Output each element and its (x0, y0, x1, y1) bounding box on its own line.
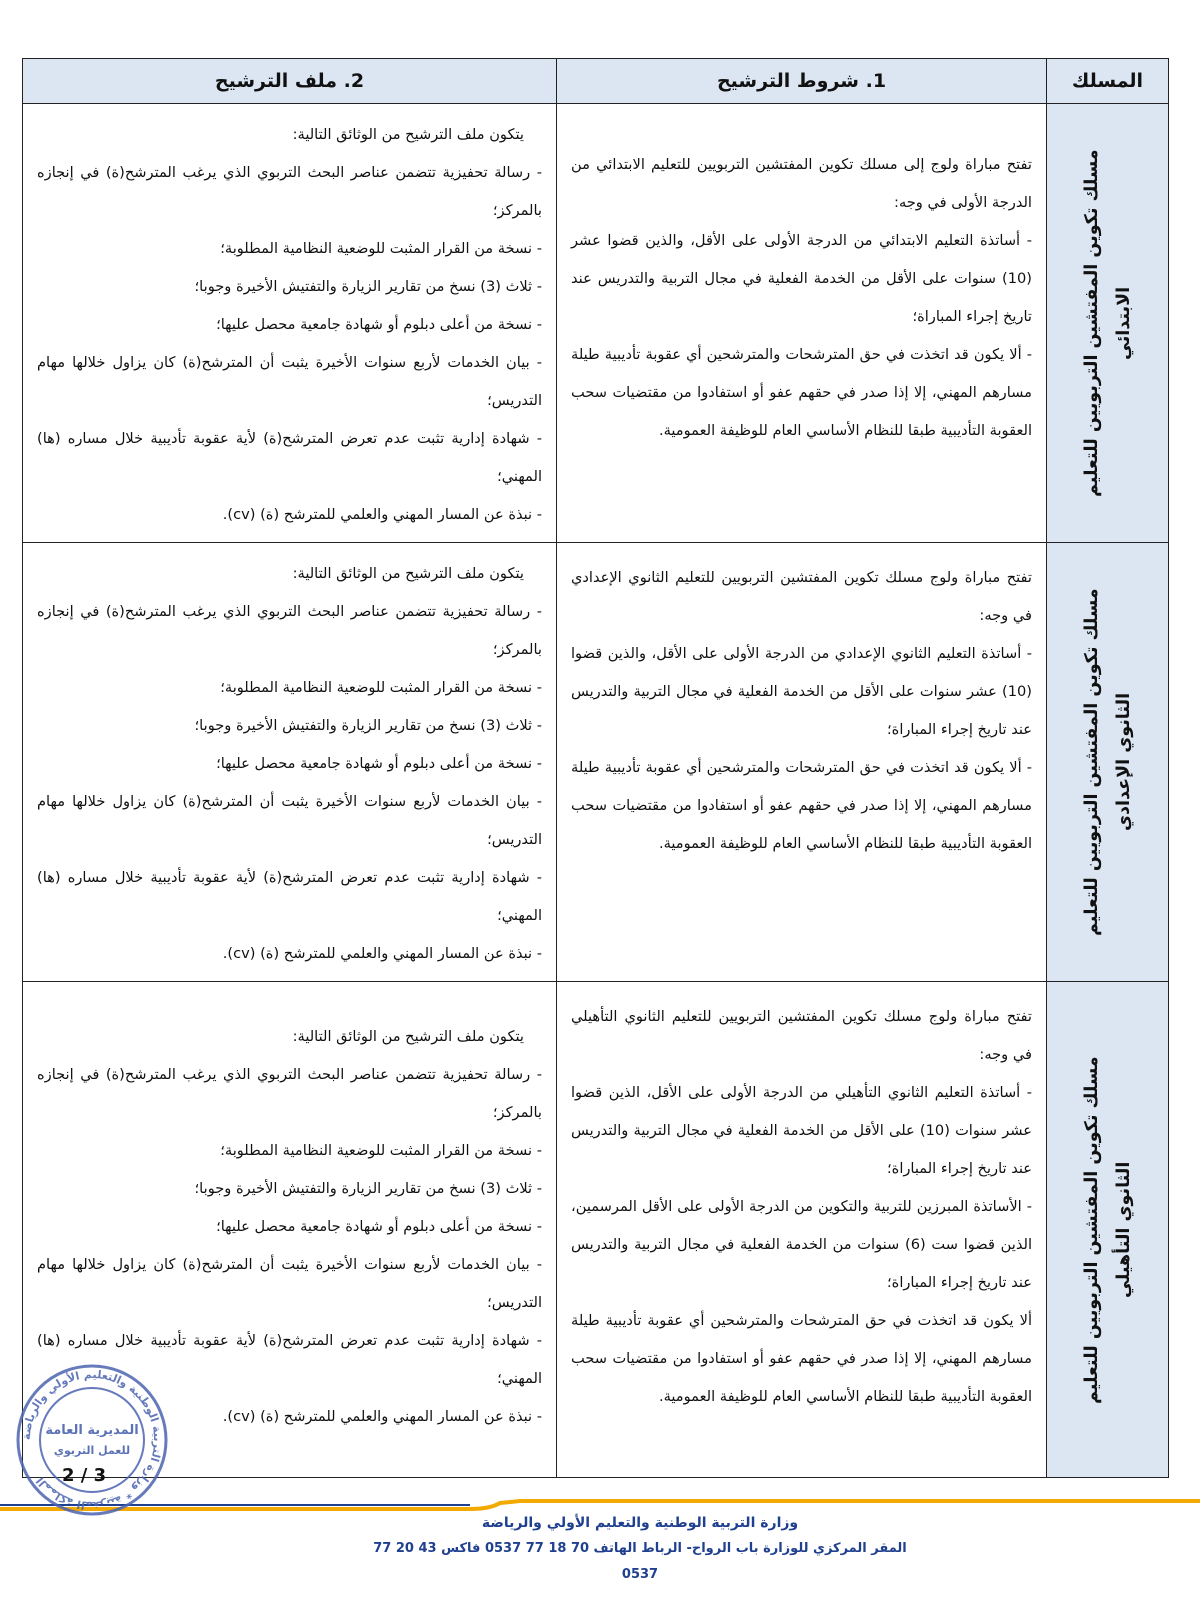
conditions-intro: تفتح مباراة ولوج مسلك تكوين المفتشين التربويين للتعليم الثانوي الإعدادي في وجه: (571, 569, 1032, 624)
header-conditions: 1. شروط الترشيح (557, 59, 1047, 104)
track-label: مسلك تكوين المفتشين التربويين للتعليم الثانوي التأهيلي (1081, 1055, 1134, 1404)
page-number: 2 / 3 (62, 1465, 107, 1486)
candidacy-table (22, 58, 1169, 1478)
condition-item: - أساتذة التعليم الثانوي الإعدادي من الدرجة الأولى على الأقل، والذين قضوا (10) عشر سنوات على الأقل من الخدمة الفعلية في مجال التربية والتدريس عند تاريخ إجراء المباراة؛ (571, 645, 1032, 738)
table-row (23, 543, 1169, 982)
file-item: - ثلاث (3) نسخ من تقارير الزيارة والتفتيش الأخيرة وجوبا؛ (194, 278, 542, 295)
file-item: - بيان الخدمات لأربع سنوات الأخيرة يثبت أن المترشح(ة) كان يزاول خلالها مهام التدريس؛ (37, 793, 542, 848)
file-item: - شهادة إدارية تثبت عدم تعرض المترشح(ة) لأية عقوبة تأديبية خلال مساره (ها) المهني؛ (37, 430, 542, 485)
file-item: - نبذة عن المسار المهني والعلمي للمترشح (ة) (cv). (222, 945, 542, 962)
track-label: مسلك تكوين المفتشين التربويين للتعليم الابتدائي (1081, 149, 1134, 497)
header-file: 2. ملف الترشيح (23, 59, 557, 104)
file-item: - ثلاث (3) نسخ من تقارير الزيارة والتفتيش الأخيرة وجوبا؛ (194, 717, 542, 734)
file-cell (23, 543, 557, 982)
file-cell (23, 104, 557, 543)
footer-address: المقر المركزي للوزارة باب الرواح- الرباط الهاتف 70 18 77 0537 فاكس 43 20 77 0537 (373, 1541, 907, 1582)
stamp-outer-text: المملكة المغربية * وزارة التربية الوطنية والتعليم الأولي والرياضة (19, 1367, 165, 1513)
track-label: مسلك تكوين المفتشين التربويين للتعليم الثانوي الإعدادي (1081, 588, 1134, 936)
file-item: - شهادة إدارية تثبت عدم تعرض المترشح(ة) لأية عقوبة تأديبية خلال مساره (ها) المهني؛ (37, 1332, 542, 1387)
file-item: - شهادة إدارية تثبت عدم تعرض المترشح(ة) لأية عقوبة تأديبية خلال مساره (ها) المهني؛ (37, 869, 542, 924)
condition-item: - الأساتذة المبرزين للتربية والتكوين من الدرجة الأولى على الأقل المرسمين، الذين قضوا ست (6) سنوات من الخدمة الفعلية في مجال التربية والتدريس عند تاريخ إجراء المباراة؛ (571, 1198, 1033, 1291)
footer (360, 1510, 920, 1588)
file-item: - رسالة تحفيزية تتضمن عناصر البحث التربوي الذي يرغب المترشح(ة) في إنجازه بالمركز؛ (37, 603, 542, 658)
condition-item: ألا يكون قد اتخذت في حق المترشحات والمترشحين أي عقوبة تأديبية طيلة مسارهم المهني، إلا إذا صدر في حقهم عفو أو استفادوا من مقتضيات سحب العقوبة التأديبية طبقا للنظام الأساسي العام للوظيفة العمومية. (571, 1312, 1032, 1405)
conditions-cell (557, 543, 1047, 982)
conditions-cell (557, 104, 1047, 543)
file-item: - رسالة تحفيزية تتضمن عناصر البحث التربوي الذي يرغب المترشح(ة) في إنجازه بالمركز؛ (37, 1066, 542, 1121)
table-row (23, 104, 1169, 543)
stamp-inner-line2: للعمل التربوي (53, 1444, 131, 1457)
track-cell (1047, 543, 1169, 982)
official-stamp (14, 1362, 170, 1518)
file-item: - بيان الخدمات لأربع سنوات الأخيرة يثبت أن المترشح(ة) كان يزاول خلالها مهام التدريس؛ (37, 1256, 542, 1311)
conditions-cell (557, 982, 1047, 1478)
track-cell (1047, 104, 1169, 543)
condition-item: - ألا يكون قد اتخذت في حق المترشحات والمترشحين أي عقوبة تأديبية طيلة مسارهم المهني، إلا إذا صدر في حقهم عفو أو استفادوا من مقتضيات سحب العقوبة التأديبية طبقا للنظام الأساسي العام للوظيفة العمومية. (571, 759, 1032, 852)
file-item: - نبذة عن المسار المهني والعلمي للمترشح (ة) (cv). (222, 506, 542, 523)
header-track: المسلك (1047, 59, 1169, 104)
file-item: - نسخة من أعلى دبلوم أو شهادة جامعية محصل عليها؛ (216, 316, 542, 333)
file-item: - نسخة من القرار المثبت للوضعية النظامية المطلوبة؛ (220, 1142, 542, 1159)
track-cell (1047, 982, 1169, 1478)
file-intro: يتكون ملف الترشيح من الوثائق التالية: (292, 1028, 524, 1045)
table-row (23, 982, 1169, 1478)
condition-item: - أساتذة التعليم الثانوي التأهيلي من الدرجة الأولى على الأقل، الذين قضوا عشر سنوات (10) على الأقل من الخدمة الفعلية في مجال التربية والتدريس عند تاريخ إجراء المباراة؛ (571, 1084, 1032, 1177)
file-item: - نبذة عن المسار المهني والعلمي للمترشح (ة) (cv). (222, 1408, 542, 1425)
file-item: - نسخة من أعلى دبلوم أو شهادة جامعية محصل عليها؛ (216, 1218, 542, 1235)
table-header-row (23, 59, 1169, 104)
file-intro: يتكون ملف الترشيح من الوثائق التالية: (292, 126, 524, 143)
file-item: - رسالة تحفيزية تتضمن عناصر البحث التربوي الذي يرغب المترشح(ة) في إنجازه بالمركز؛ (37, 164, 542, 219)
condition-item: - ألا يكون قد اتخذت في حق المترشحات والمترشحين أي عقوبة تأديبية طيلة مسارهم المهني، إلا إذا صدر في حقهم عفو أو استفادوا من مقتضيات سحب العقوبة التأديبية طبقا للنظام الأساسي العام للوظيفة العمومية. (571, 346, 1032, 439)
condition-item: - أساتذة التعليم الابتدائي من الدرجة الأولى على الأقل، والذين قضوا عشر (10) سنوات على الأقل من الخدمة الفعلية في مجال التربية والتدريس عند تاريخ إجراء المباراة؛ (571, 232, 1032, 325)
file-intro: يتكون ملف الترشيح من الوثائق التالية: (292, 565, 524, 582)
file-item: - ثلاث (3) نسخ من تقارير الزيارة والتفتيش الأخيرة وجوبا؛ (194, 1180, 542, 1197)
file-item: - نسخة من أعلى دبلوم أو شهادة جامعية محصل عليها؛ (216, 755, 542, 772)
conditions-intro: تفتح مباراة ولوج إلى مسلك تكوين المفتشين التربويين للتعليم الابتدائي من الدرجة الأولى في وجه: (571, 156, 1032, 211)
stamp-inner-line1: المديرية العامة (45, 1423, 139, 1438)
conditions-intro: تفتح مباراة ولوج مسلك تكوين المفتشين التربويين للتعليم الثانوي التأهيلي في وجه: (571, 1008, 1032, 1063)
file-item: - نسخة من القرار المثبت للوضعية النظامية المطلوبة؛ (220, 240, 542, 257)
file-item: - بيان الخدمات لأربع سنوات الأخيرة يثبت أن المترشح(ة) كان يزاول خلالها مهام التدريس؛ (37, 354, 542, 409)
file-item: - نسخة من القرار المثبت للوضعية النظامية المطلوبة؛ (220, 679, 542, 696)
footer-ministry: وزارة التربية الوطنية والتعليم الأولي والرياضة (481, 1515, 799, 1531)
